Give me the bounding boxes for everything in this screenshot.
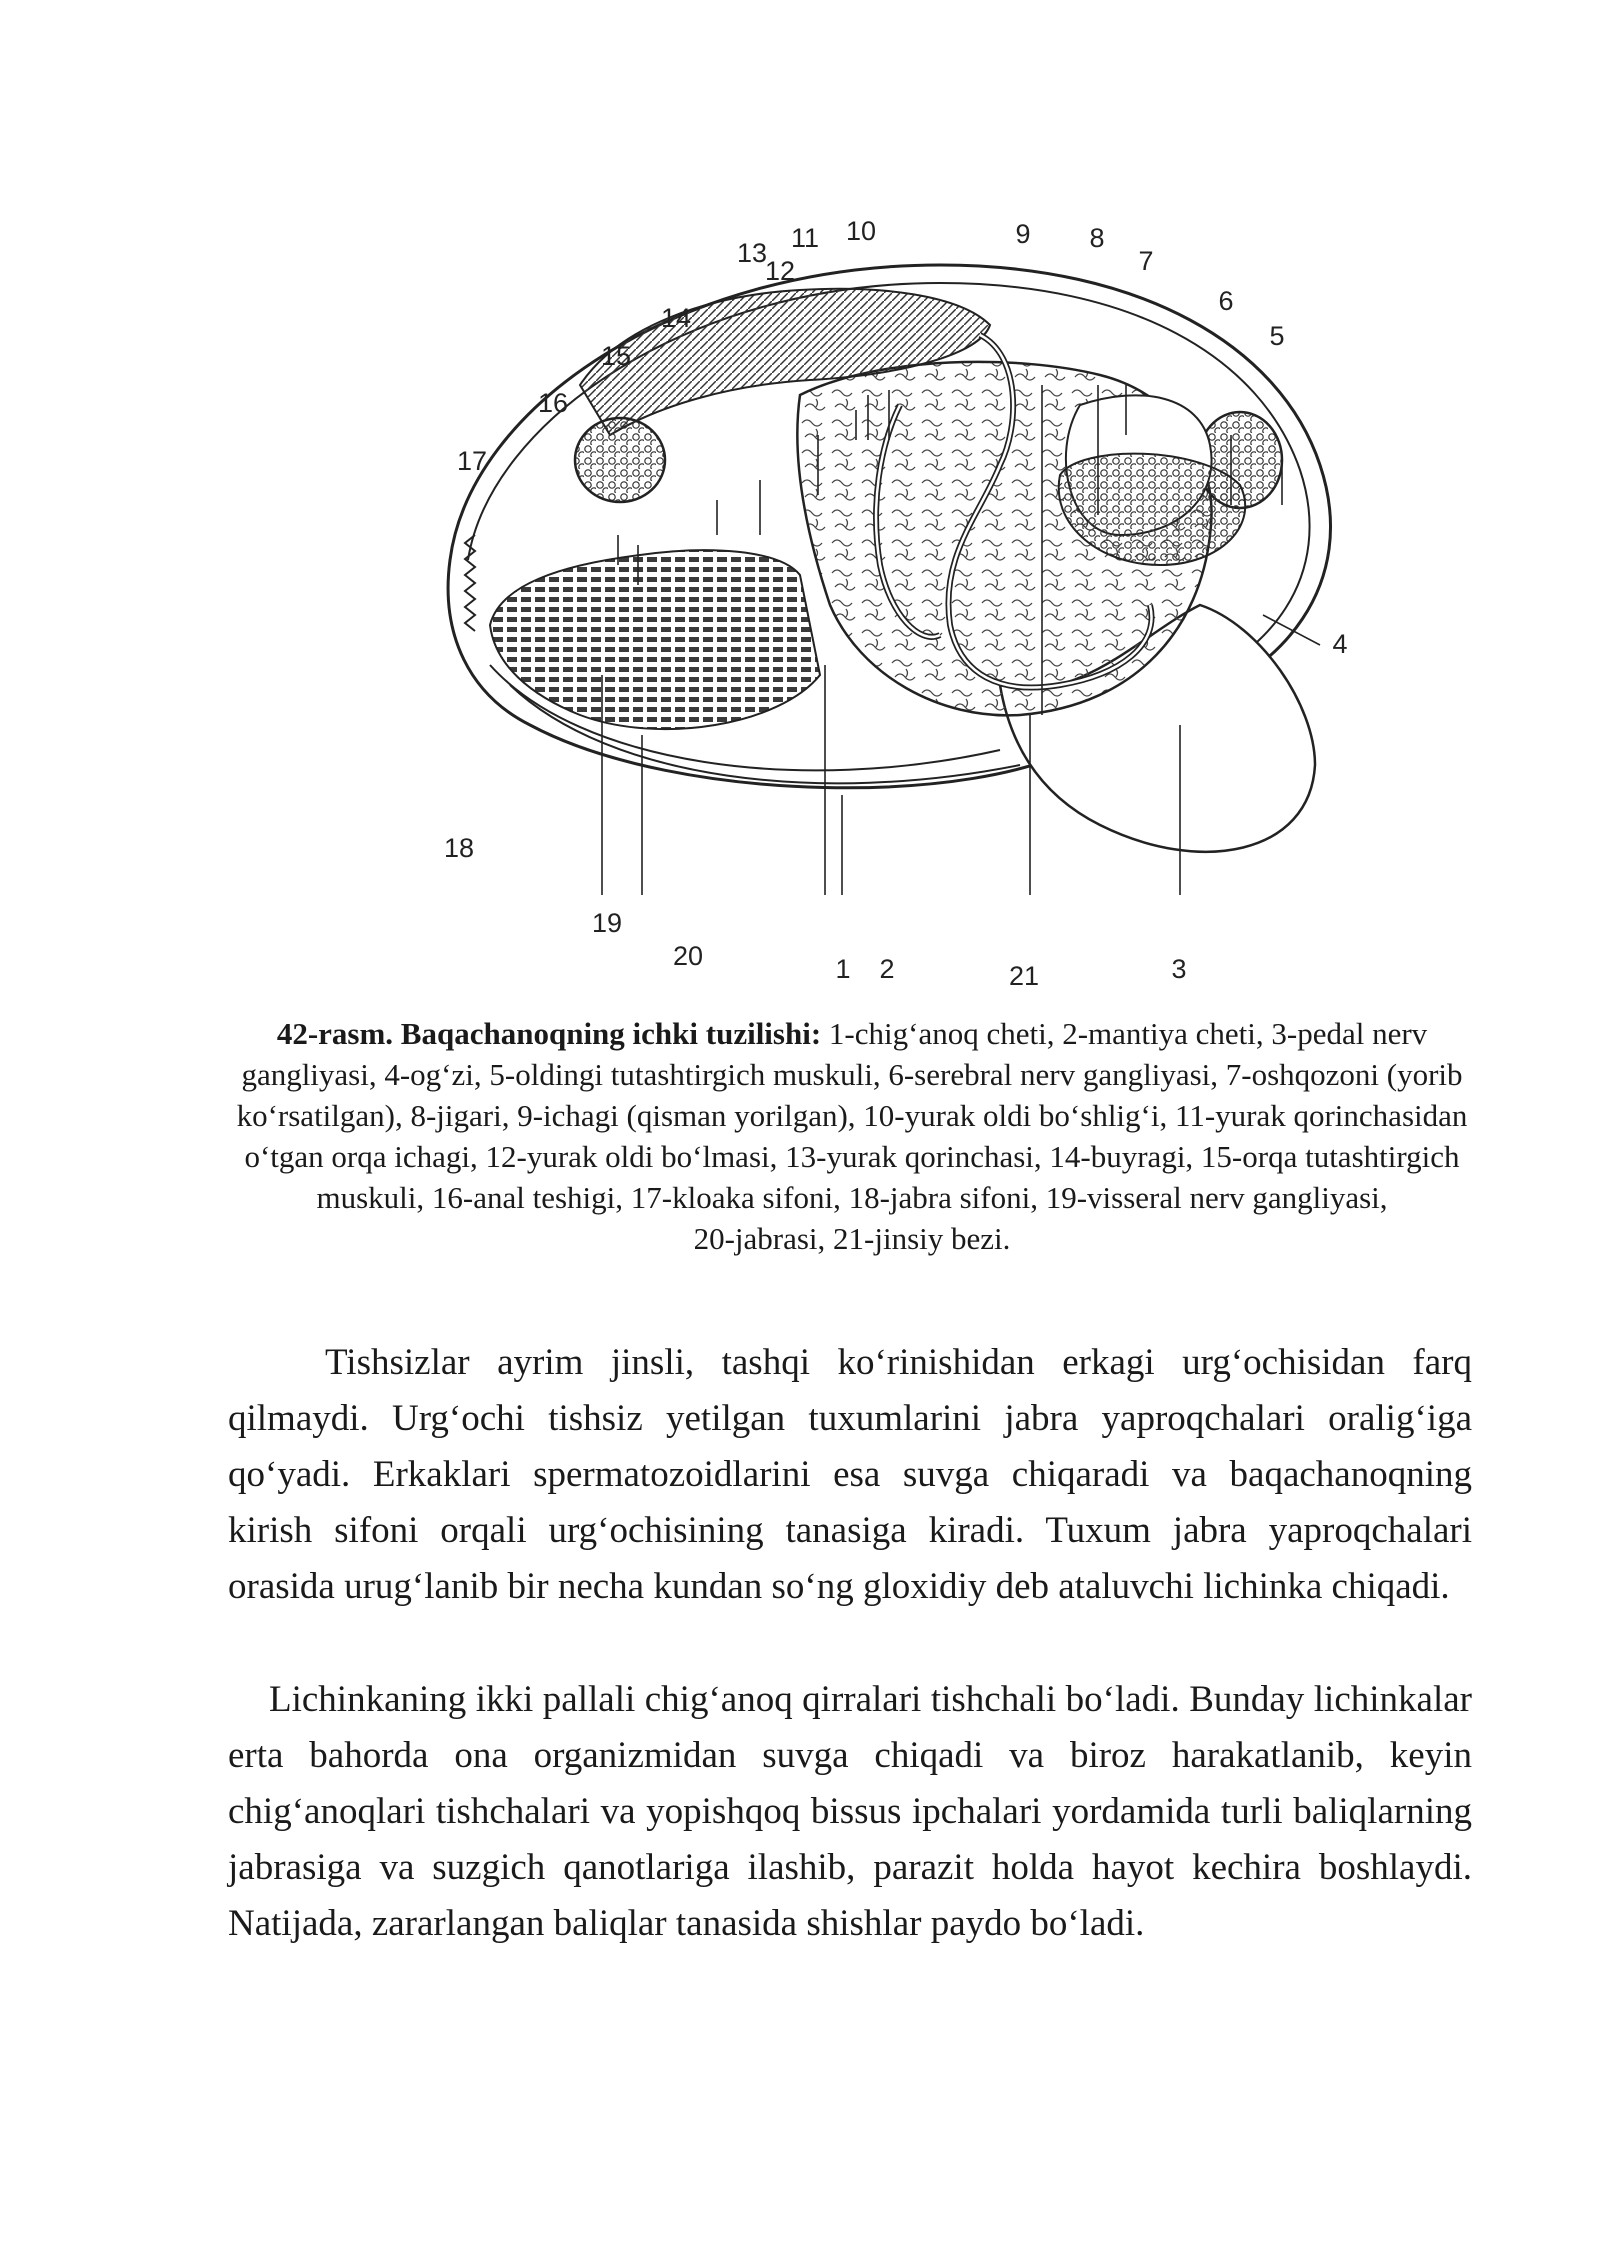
caption-title: 42-rasm. Baqachanoqning ichki tuzilishi:	[276, 1016, 822, 1051]
label-6: 6	[1218, 286, 1234, 316]
paragraph-1: Tishsizlar ayrim jinsli, tashqi ko‘rinishidan erkagi urg‘ochisidan farq qilmaydi. Urg‘ochi tishsiz yetilgan tuxumlarini jabra yaproqchalari oralig‘iga qo‘yadi. Erkaklari spermatozoidlarini esa suvga chiqaradi va baqachanoqning kirish sifoni orqali urg‘ochisining tanasiga kiradi. Tuxum jabra yaproqchalari orasida urug‘lanib bir necha kundan so‘ng gloxidiy deb ataluvchi lichinka chiqadi.	[228, 1342, 1472, 1607]
label-4: 4	[1332, 629, 1348, 659]
mussel-anatomy-figure	[380, 205, 1360, 1005]
paragraph-2: Lichinkaning ikki pallali chig‘anoq qirralari tishchali bo‘ladi. Bunday lichinkalar erta bahorda ona organizmidan suvga chiqadi va biroz harakatlanib, keyin chig‘anoqlari tishchalari va yopishqoq bissus ipchalari yordamida turli baliqlarning jabrasiga va suzgich qanotlariga ilashib, parazit holda hayot kechira boshlaydi. Natijada, zararlangan baliqlar tanasida shishlar paydo bo‘ladi.	[228, 1679, 1472, 1944]
label-21: 21	[1008, 961, 1040, 991]
label-9: 9	[1015, 219, 1031, 249]
label-12: 12	[764, 256, 796, 286]
label-2: 2	[879, 954, 895, 984]
label-3: 3	[1171, 954, 1187, 984]
caption-last-line: 20-jabrasi, 21-jinsiy bezi.	[693, 1221, 1011, 1256]
label-17: 17	[456, 446, 488, 476]
label-1: 1	[835, 954, 851, 984]
label-19: 19	[591, 908, 623, 938]
posterior-muscle	[575, 418, 665, 502]
label-20: 20	[672, 941, 704, 971]
label-15: 15	[600, 341, 632, 371]
label-16: 16	[537, 388, 569, 418]
label-13: 13	[736, 238, 768, 268]
label-14: 14	[660, 303, 692, 333]
label-8: 8	[1089, 223, 1105, 253]
label-7: 7	[1138, 246, 1154, 276]
label-5: 5	[1269, 321, 1285, 351]
caption-text: 1-chig‘anoq cheti, 2-mantiya cheti, 3-pedal nerv gangliyasi, 4-og‘zi, 5-oldingi tutashtirgich muskuli, 6-serebral nerv gangliyasi, 7-oshqozoni (yorib ko‘rsatilgan), 8-jigari, 9-ichagi (qisman yorilgan), 10-yurak oldi bo‘shlig‘i, 11-yurak qorinchasidan o‘tgan orqa ichagi, 12-yurak oldi bo‘lmasi, 13-yurak qorinchasi, 14-buyragi, 15-orqa tutashtirgich muskuli, 16-anal teshigi, 17-kloaka sifoni, 18-jabra sifoni, 19-visseral nerv gangliyasi,	[236, 1016, 1468, 1215]
label-10: 10	[845, 216, 877, 246]
label-18: 18	[443, 833, 475, 863]
label-11: 11	[790, 223, 820, 253]
figure-caption	[228, 1013, 1476, 1259]
gills	[490, 550, 820, 729]
